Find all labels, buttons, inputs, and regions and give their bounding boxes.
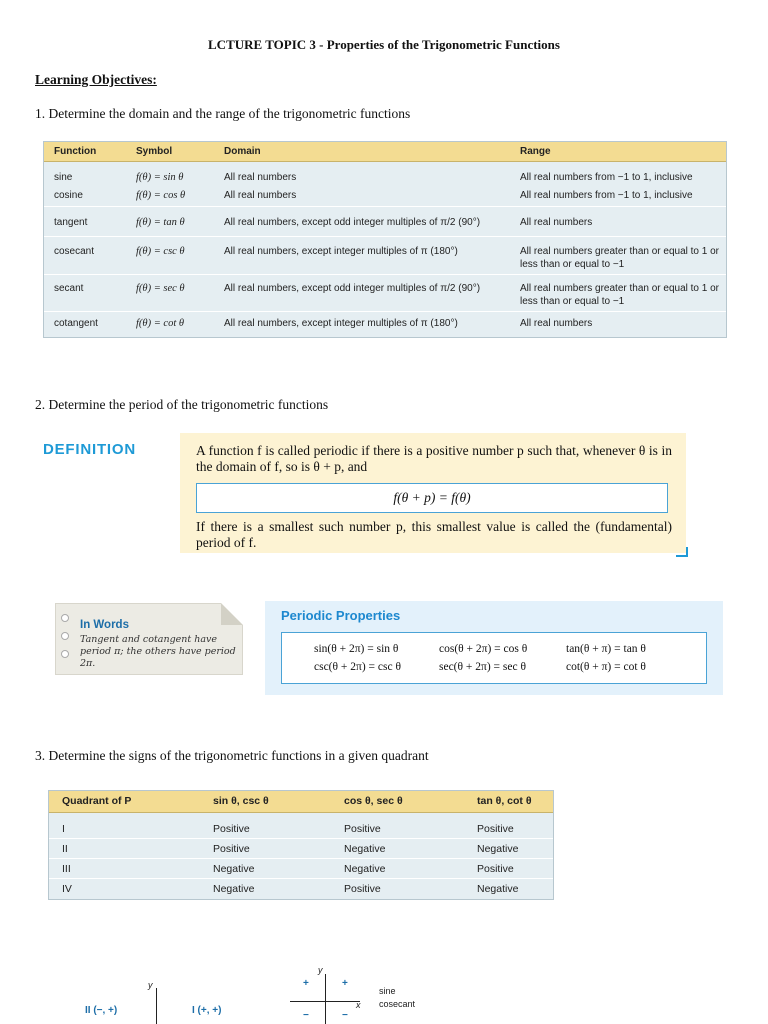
quadrant-cell: III bbox=[62, 863, 71, 875]
row-function: cosecant bbox=[54, 246, 95, 257]
definition-period-text: If there is a smallest such number p, this smallest value is called the (fundamental) period of f. bbox=[196, 519, 672, 550]
x-axis-line bbox=[290, 1001, 360, 1002]
y-axis-line bbox=[325, 974, 326, 1024]
sign-cell: Positive bbox=[213, 823, 250, 835]
sign-minus-q4: − bbox=[342, 1010, 348, 1021]
header-sin-csc: sin θ, csc θ bbox=[213, 795, 269, 807]
periodic-properties-title: Periodic Properties bbox=[281, 608, 401, 623]
sign-cell: Negative bbox=[344, 863, 386, 875]
y-axis-line bbox=[156, 988, 157, 1024]
row-symbol: f(θ) = csc θ bbox=[136, 246, 185, 257]
row-function: cotangent bbox=[54, 318, 98, 329]
header-symbol: Symbol bbox=[136, 146, 173, 157]
sign-cell: Negative bbox=[344, 843, 386, 855]
objective-3: 3. Determine the signs of the trigonometric functions in a given quadrant bbox=[35, 748, 429, 763]
quadrant-cell: I bbox=[62, 823, 65, 835]
header-domain: Domain bbox=[224, 146, 261, 157]
row-divider bbox=[49, 858, 553, 859]
sign-cell: Positive bbox=[477, 863, 514, 875]
formula-sec: sec(θ + 2π) = sec θ bbox=[439, 661, 526, 673]
caption-cosecant: cosecant bbox=[379, 999, 416, 1009]
row-domain: All real numbers, except integer multiples of π (180°) bbox=[224, 318, 458, 329]
objective-2: 2. Determine the period of the trigonometric functions bbox=[35, 397, 329, 412]
sign-minus-q3: − bbox=[303, 1010, 309, 1021]
row-domain: All real numbers bbox=[224, 190, 297, 201]
row-range: All real numbers from −1 to 1, inclusive bbox=[520, 190, 693, 201]
header-cos-sec: cos θ, sec θ bbox=[344, 795, 403, 807]
row-range: All real numbers greater than or equal to 1 or less than or equal to −1 bbox=[520, 283, 719, 307]
sign-cell: Positive bbox=[477, 823, 514, 835]
objectives-heading: Learning Objectives: bbox=[35, 72, 157, 87]
row-domain: All real numbers bbox=[224, 172, 297, 183]
sign-plus-q2: + bbox=[303, 978, 309, 989]
header-function: Function bbox=[54, 146, 97, 157]
formula-csc: csc(θ + 2π) = csc θ bbox=[314, 661, 401, 673]
formula-sin: sin(θ + 2π) = sin θ bbox=[314, 643, 399, 655]
definition-label: DEFINITION bbox=[43, 441, 136, 458]
page-fold-icon bbox=[221, 603, 243, 625]
periodic-formulas bbox=[281, 632, 707, 684]
objective-1: 1. Determine the domain and the range of the trigonometric functions bbox=[35, 106, 411, 121]
row-function: sine bbox=[54, 172, 73, 183]
header-quadrant: Quadrant of P bbox=[62, 795, 132, 807]
row-range: All real numbers bbox=[520, 318, 593, 329]
header-tan-cot: tan θ, cot θ bbox=[477, 795, 532, 807]
sign-cell: Negative bbox=[213, 863, 255, 875]
sign-cell: Positive bbox=[344, 823, 381, 835]
in-words-note bbox=[55, 603, 243, 675]
quadrant-i-label: I (+, +) bbox=[192, 1005, 222, 1016]
row-function: cosine bbox=[54, 190, 83, 201]
row-function: tangent bbox=[54, 217, 88, 228]
sign-cell: Negative bbox=[477, 883, 519, 895]
row-divider bbox=[44, 206, 726, 207]
row-range: All real numbers greater than or equal to 1 or less than or equal to −1 bbox=[520, 246, 719, 270]
quadrant-signs-table bbox=[48, 790, 554, 900]
row-divider bbox=[44, 311, 726, 312]
binder-ring-icon bbox=[61, 632, 69, 640]
periodic-properties-box bbox=[265, 601, 723, 695]
formula-cos: cos(θ + 2π) = cos θ bbox=[439, 643, 528, 655]
row-symbol: f(θ) = sin θ bbox=[136, 172, 184, 183]
quadrant-cell: IV bbox=[62, 883, 72, 895]
row-symbol: f(θ) = tan θ bbox=[136, 217, 185, 228]
row-symbol: f(θ) = cot θ bbox=[136, 318, 185, 329]
y-axis-label: y bbox=[318, 965, 323, 975]
row-domain: All real numbers, except odd integer multiples of π/2 (90°) bbox=[224, 217, 481, 228]
header-range: Range bbox=[520, 146, 551, 157]
binder-ring-icon bbox=[61, 614, 69, 622]
in-words-title: In Words bbox=[80, 619, 129, 631]
formula-cot: cot(θ + π) = cot θ bbox=[566, 661, 646, 673]
domain-range-table bbox=[43, 141, 727, 338]
row-divider bbox=[44, 274, 726, 275]
page-title: LCTURE TOPIC 3 - Properties of the Trigonometric Functions bbox=[208, 37, 560, 52]
row-domain: All real numbers, except odd integer multiples of π/2 (90°) bbox=[224, 283, 481, 294]
quadrant-cell: II bbox=[62, 843, 68, 855]
y-axis-label: y bbox=[148, 980, 153, 990]
row-domain: All real numbers, except integer multiples of π (180°) bbox=[224, 246, 458, 257]
corner-bracket-icon bbox=[676, 547, 688, 557]
row-symbol: f(θ) = cos θ bbox=[136, 190, 186, 201]
sign-cell: Negative bbox=[213, 883, 255, 895]
in-words-body: Tangent and cotangent have period π; the others have period 2π. bbox=[80, 634, 236, 669]
formula-tan: tan(θ + π) = tan θ bbox=[566, 643, 646, 655]
caption-sine: sine bbox=[379, 986, 396, 996]
quadrant-diagrams bbox=[0, 960, 768, 1024]
sign-cell: Negative bbox=[477, 843, 519, 855]
row-range: All real numbers from −1 to 1, inclusive bbox=[520, 172, 693, 183]
binder-ring-icon bbox=[61, 650, 69, 658]
quadrant-ii-label: II (−, +) bbox=[85, 1005, 118, 1016]
x-axis-label: x bbox=[356, 1000, 361, 1010]
row-divider bbox=[49, 838, 553, 839]
sign-plus-q1: + bbox=[342, 978, 348, 989]
definition-box bbox=[180, 433, 686, 553]
sign-cell: Positive bbox=[213, 843, 250, 855]
row-range: All real numbers bbox=[520, 217, 593, 228]
row-function: secant bbox=[54, 283, 84, 294]
row-divider bbox=[44, 236, 726, 237]
sign-cell: Positive bbox=[344, 883, 381, 895]
row-divider bbox=[49, 878, 553, 879]
row-symbol: f(θ) = sec θ bbox=[136, 283, 185, 294]
definition-text: A function f is called periodic if there is a positive number p such that, whenever θ is in the domain of f, so is θ + p, and bbox=[196, 443, 672, 474]
definition-formula: f(θ + p) = f(θ) bbox=[196, 483, 668, 513]
